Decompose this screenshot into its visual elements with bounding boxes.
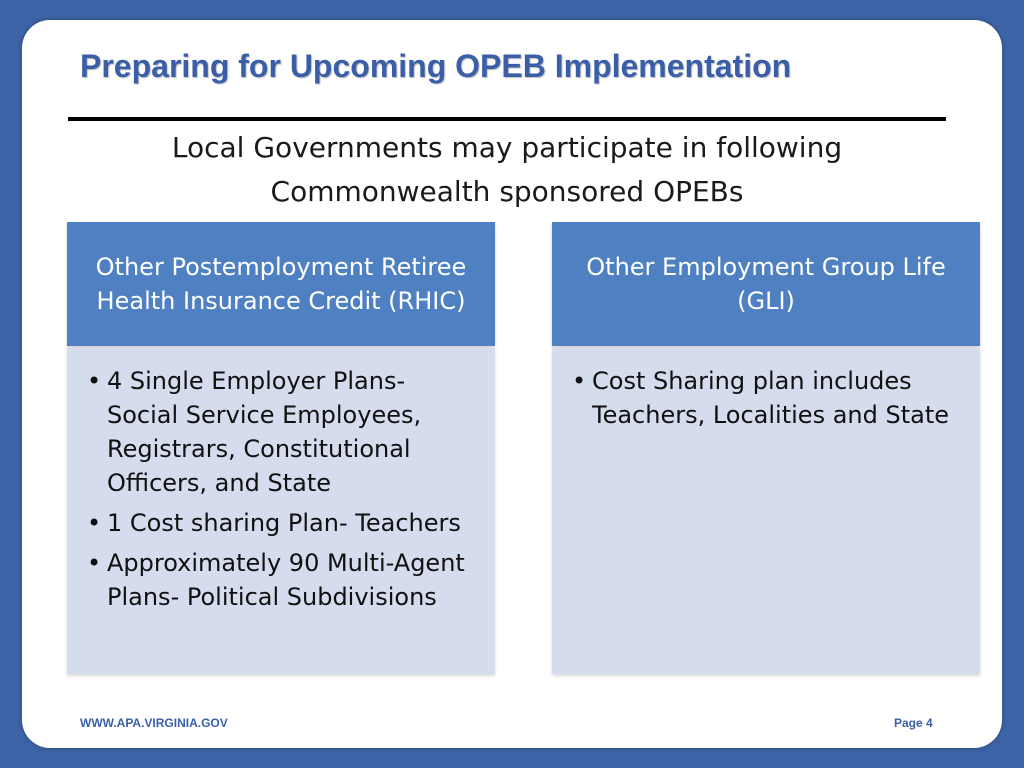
gli-header — [552, 222, 980, 346]
gli-bullet-list — [572, 364, 966, 432]
subtitle — [68, 126, 946, 214]
gli-body — [552, 348, 980, 674]
title-divider — [68, 117, 946, 121]
subtitle-line-2: Commonwealth sponsored OPEBs — [270, 175, 744, 208]
bullet-text: 4 Single Employer Plans- Social Service Employees, Registrars, Constitutional Officers, and State — [107, 367, 422, 497]
page-number: Page 4 — [894, 716, 933, 730]
list-item — [572, 364, 966, 432]
list-item — [87, 506, 481, 540]
list-item — [87, 364, 481, 500]
rhic-heading: Other Postemployment Retiree Health Insurance Credit (RHIC) — [95, 253, 467, 315]
rhic-header — [67, 222, 495, 346]
footer-website-link[interactable]: WWW.APA.VIRGINIA.GOV — [80, 716, 228, 730]
list-item — [87, 546, 481, 614]
rhic-bullet-list — [87, 364, 481, 614]
bullet-text: Approximately 90 Multi-Agent Plans- Political Subdivisions — [107, 549, 465, 611]
bullet-icon: • — [572, 367, 587, 395]
gli-column — [552, 222, 980, 674]
bullet-icon: • — [87, 509, 102, 537]
bullet-text: 1 Cost sharing Plan- Teachers — [107, 509, 461, 537]
gli-heading: Other Employment Group Life (GLI) — [586, 253, 946, 315]
rhic-body — [67, 348, 495, 674]
subtitle-line-1: Local Governments may participate in following — [171, 131, 843, 164]
page-title: Preparing for Upcoming OPEB Implementation — [80, 48, 792, 84]
bullet-text: Cost Sharing plan includes Teachers, Localities and State — [592, 367, 950, 429]
rhic-column — [67, 222, 495, 674]
bullet-icon: • — [87, 549, 102, 577]
bullet-icon: • — [87, 367, 102, 395]
